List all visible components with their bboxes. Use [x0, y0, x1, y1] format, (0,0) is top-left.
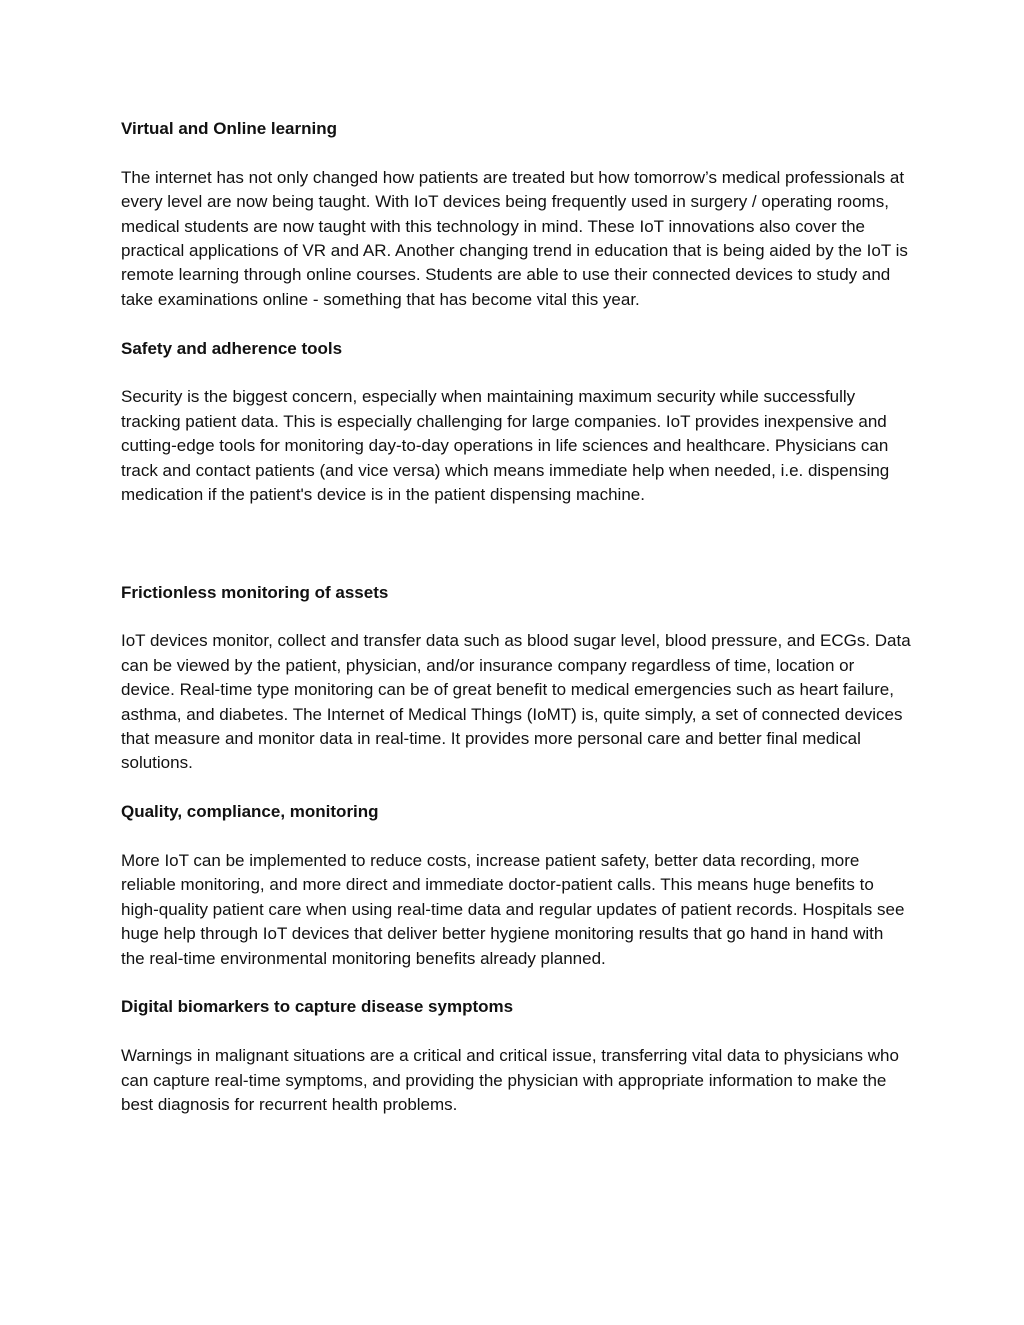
document-page — [121, 117, 911, 1118]
section-heading-asset-monitoring: Frictionless monitoring of assets — [121, 582, 389, 602]
section-body-safety-tools: Security is the biggest concern, especially when maintaining maximum security while successfully tracking patient data. This is especially challenging for large companies. IoT provides inexpensive and cutting-edge tools for monitoring day-to-day operations in life sciences and healthcare. Physicians can track and contact patients (and vice versa) which means immediate help when needed, i.e. dispensing medication if the patient's device is in the patient dispensing machine. — [121, 387, 890, 505]
section-heading-safety-tools: Safety and adherence tools — [121, 338, 343, 358]
section-body-quality-compliance: More IoT can be implemented to reduce costs, increase patient safety, better data recording, more reliable monitoring, and more direct and immediate doctor-patient calls. This means huge benefits to high-quality patient care when using real-time data and regular updates of patient records. Hospitals see huge help through IoT devices that deliver better hygiene monitoring results that go hand in hand with the real-time environmental monitoring benefits already planned. — [121, 851, 905, 968]
section-heading-quality-compliance: Quality, compliance, monitoring — [121, 802, 379, 822]
section-body-digital-biomarkers: Warnings in malignant situations are a critical and critical issue, transferring vital data to physicians who can capture real-time symptoms, and providing the physician with appropriate information to make the best diagnosis for recurrent health problems. — [121, 1046, 899, 1115]
section-body-asset-monitoring: IoT devices monitor, collect and transfer data such as blood sugar level, blood pressure, and ECGs. Data can be viewed by the patient, physician, and/or insurance company regardless of time, location or device. Real-time type monitoring can be of great benefit to medical emergencies such as heart failure, asthma, and diabetes. The Internet of Medical Things (IoMT) is, quite simply, a set of connected devices that measure and monitor data in real-time. It provides more personal care and better final medical solutions. — [121, 631, 911, 773]
section-heading-virtual-learning: Virtual and Online learning — [121, 119, 338, 138]
section-body-virtual-learning: The internet has not only changed how patients are treated but how tomorrow’s medical professionals at every level are now being taught. With IoT devices being frequently used in surgery / operating rooms, medical students are now taught with this technology in mind. These IoT innovations also cover the practical applications of VR and AR. Another changing trend in education that is being aided by the IoT is remote learning through online courses. Students are able to use their connected devices to study and take examinations online - something that has become vital this year. — [121, 167, 908, 309]
section-heading-digital-biomarkers: Digital biomarkers to capture disease symptoms — [121, 997, 514, 1017]
